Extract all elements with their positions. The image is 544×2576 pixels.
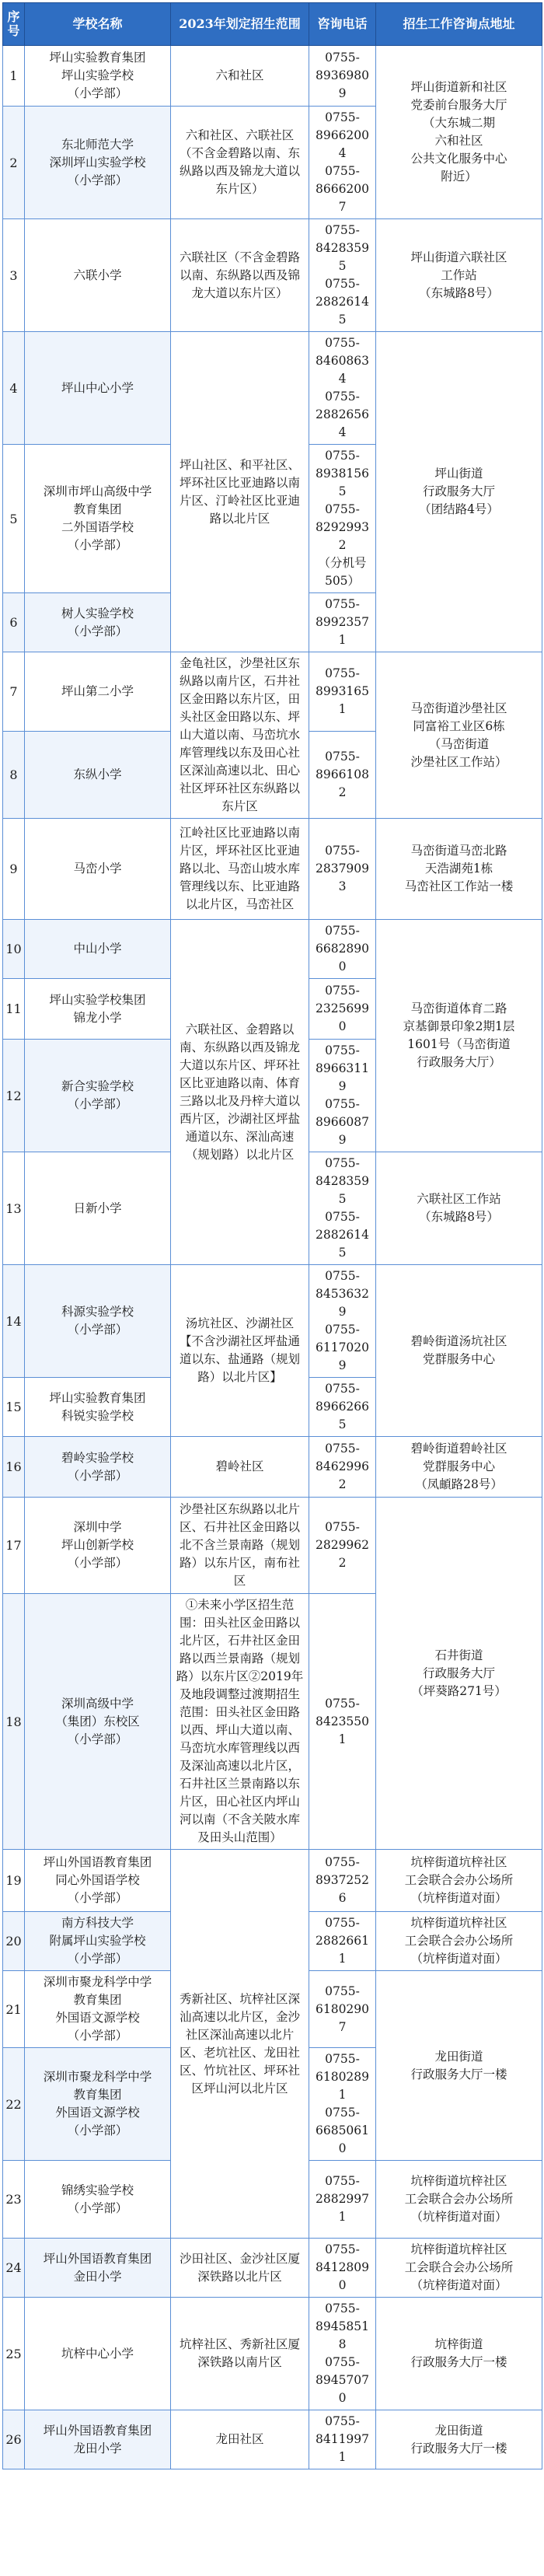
school-name-cell: 锦绣实验学校 （小学部） xyxy=(25,2161,171,2239)
school-name-cell: 马峦小学 xyxy=(25,819,171,920)
school-name-cell: 深圳中学 坪山创新学校 （小学部） xyxy=(25,1498,171,1594)
row-index: 16 xyxy=(3,1437,25,1498)
row-index: 24 xyxy=(3,2239,25,2298)
enrollment-range-cell: 沙壆社区东纵路以北片区、石井社区金田路以北不含兰景南路（规划路）以东片区，南布社区 xyxy=(171,1498,309,1594)
table-header-row xyxy=(3,3,542,46)
school-name-cell: 新合实验学校 （小学部） xyxy=(25,1040,171,1152)
row-index: 14 xyxy=(3,1265,25,1378)
row-index: 3 xyxy=(3,219,25,332)
row-index: 17 xyxy=(3,1498,25,1594)
school-name-cell: 深圳市坪山高级中学 教育集团 二外国语学校 （小学部） xyxy=(25,445,171,593)
phone-cell: 0755- 89931651 xyxy=(309,652,376,732)
row-index: 12 xyxy=(3,1040,25,1152)
address-cell: 马峦街道体育二路 京基御景印象2期1层 1601号（马峦街道 行政服务大厅） xyxy=(376,920,542,1152)
table-row xyxy=(3,920,542,979)
row-index: 4 xyxy=(3,332,25,445)
header-enrollment-range: 2023年划定招生范围 xyxy=(171,3,309,46)
header-phone: 咨询电话 xyxy=(309,3,376,46)
table-row xyxy=(3,1437,542,1498)
school-name-cell: 碧岭实验学校 （小学部） xyxy=(25,1437,171,1498)
school-name-cell: 坪山实验教育集团 科锐实验学校 xyxy=(25,1378,171,1437)
phone-cell: 0755- 89663119 0755- 89660879 xyxy=(309,1040,376,1152)
admission-table xyxy=(2,2,542,2469)
phone-cell: 0755- 28379093 xyxy=(309,819,376,920)
address-cell: 石井街道 行政服务大厅 （坪葵路271号） xyxy=(376,1498,542,1850)
address-cell: 坑梓街道 行政服务大厅一楼 xyxy=(376,2298,542,2410)
row-index: 22 xyxy=(3,2048,25,2161)
table-row xyxy=(3,1498,542,1594)
phone-cell: 0755- 84608634 0755- 28826564 xyxy=(309,332,376,445)
phone-cell: 0755- 61802891 0755- 66850610 xyxy=(309,2048,376,2161)
row-index: 11 xyxy=(3,979,25,1040)
enrollment-range-cell: 六和社区 xyxy=(171,46,309,107)
enrollment-range-cell: 六联社区、金碧路以南、东纵路以西及锦龙大道以东片区、坪环社区比亚迪路以南、体育三路以北及丹梓大道以西片区，沙湖社区坪盐通道以东、深汕高速（规划路）以北片区 xyxy=(171,920,309,1265)
phone-cell: 0755- 84283595 0755- 28826145 xyxy=(309,219,376,332)
enrollment-range-cell: 金龟社区，沙壆社区东纵路以南片区，石井社区金田路以东片区，田头社区金田路以东、坪山大道以南、马峦坑水库管理线以东及田心社区深汕高速以北、田心社区坪环社区东纵路以东片区 xyxy=(171,652,309,819)
address-cell: 坑梓街道坑梓社区 工会联合会办公场所 （坑梓街道对面） xyxy=(376,2161,542,2239)
table-row xyxy=(3,46,542,107)
row-index: 10 xyxy=(3,920,25,979)
table-row xyxy=(3,2239,542,2298)
enrollment-range-cell: 碧岭社区 xyxy=(171,1437,309,1498)
enrollment-range-cell: 沙田社区、金沙社区厦深铁路以北片区 xyxy=(171,2239,309,2298)
address-cell: 坪山街道六联社区 工作站 （东城路8号） xyxy=(376,219,542,332)
row-index: 15 xyxy=(3,1378,25,1437)
enrollment-range-cell: 六联社区（不含金碧路以南、东纵路以西及锦龙大道以东片区） xyxy=(171,219,309,332)
table-row xyxy=(3,652,542,732)
school-name-cell: 坪山中心小学 xyxy=(25,332,171,445)
school-name-cell: 坪山实验教育集团 坪山实验学校 （小学部） xyxy=(25,46,171,107)
phone-cell: 0755- 89923571 xyxy=(309,593,376,652)
address-cell: 龙田街道 行政服务大厅一楼 xyxy=(376,1971,542,2161)
phone-cell: 0755- 28826611 xyxy=(309,1912,376,1971)
row-index: 5 xyxy=(3,445,25,593)
school-name-cell: 南方科技大学 附属坪山实验学校 （小学部） xyxy=(25,1912,171,1971)
phone-cell: 0755- 89458518 0755- 89457070 xyxy=(309,2298,376,2410)
phone-cell: 0755- 89372526 xyxy=(309,1850,376,1912)
address-cell: 坪山街道 行政服务大厅 （团结路4号） xyxy=(376,332,542,652)
address-cell: 碧岭街道汤坑社区 党群服务中心 xyxy=(376,1265,542,1437)
school-name-cell: 东纵小学 xyxy=(25,732,171,819)
address-cell: 碧岭街道碧岭社区 党群服务中心 （凤頔路28号） xyxy=(376,1437,542,1498)
school-name-cell: 中山小学 xyxy=(25,920,171,979)
header-index: 序号 xyxy=(3,3,25,46)
phone-cell: 0755- 84283595 0755- 28826145 xyxy=(309,1152,376,1265)
row-index: 9 xyxy=(3,819,25,920)
header-school-name: 学校名称 xyxy=(25,3,171,46)
row-index: 25 xyxy=(3,2298,25,2410)
row-index: 18 xyxy=(3,1594,25,1850)
school-name-cell: 坪山实验学校集团 锦龙小学 xyxy=(25,979,171,1040)
enrollment-range-cell: 汤坑社区、沙湖社区 【不含沙湖社区坪盐通道以东、盐通路（规划路）以北片区】 xyxy=(171,1265,309,1437)
phone-cell: 0755- 28829971 xyxy=(309,2161,376,2239)
enrollment-range-cell: 坑梓社区、秀新社区厦深铁路以南片区 xyxy=(171,2298,309,2410)
school-name-cell: 深圳市聚龙科学中学 教育集团 外国语文源学校 （小学部） xyxy=(25,1971,171,2048)
row-index: 19 xyxy=(3,1850,25,1912)
admission-table-container xyxy=(2,2,542,2469)
row-index: 6 xyxy=(3,593,25,652)
address-cell: 马峦街道马峦北路 天浩湖苑1栋 马峦社区工作站一楼 xyxy=(376,819,542,920)
phone-cell: 0755- 84119971 xyxy=(309,2410,376,2469)
table-row xyxy=(3,819,542,920)
school-name-cell: 六联小学 xyxy=(25,219,171,332)
phone-cell: 0755- 89662004 0755- 86662007 xyxy=(309,107,376,219)
school-name-cell: 坪山外国语教育集团 同心外国语学校 （小学部） xyxy=(25,1850,171,1912)
school-name-cell: 东北师范大学 深圳坪山实验学校 （小学部） xyxy=(25,107,171,219)
row-index: 23 xyxy=(3,2161,25,2239)
enrollment-range-cell: 江岭社区比亚迪路以南片区，坪环社区比亚迪路以北、马峦山坡水库管理线以东、比亚迪路以北片区，马峦社区 xyxy=(171,819,309,920)
row-index: 26 xyxy=(3,2410,25,2469)
header-address: 招生工作咨询点地址 xyxy=(376,3,542,46)
phone-cell: 0755- 84536329 0755- 61170209 xyxy=(309,1265,376,1378)
address-cell: 坑梓街道坑梓社区 工会联合会办公场所 （坑梓街道对面） xyxy=(376,2239,542,2298)
enrollment-range-cell: ①未来小学区招生范围：田头社区金田路以北片区，石井社区金田路以西兰景南路（规划路）以东片区②2019年及地段调整过渡期招生范围：田头社区金田路以西、坪山大道以南、马峦坑水库管理线以西及深汕高速以北片区，石井社区兰景南路以东片区，田心社区内坪山河以南（不含关陂水库及田头山范围） xyxy=(171,1594,309,1850)
row-index: 20 xyxy=(3,1912,25,1971)
address-cell: 龙田街道 行政服务大厅一楼 xyxy=(376,2410,542,2469)
school-name-cell: 深圳市聚龙科学中学 教育集团 外国语文源学校 （小学部） xyxy=(25,2048,171,2161)
phone-cell: 0755- 23256990 xyxy=(309,979,376,1040)
row-index: 21 xyxy=(3,1971,25,2048)
table-row xyxy=(3,1850,542,1912)
school-name-cell: 坪山第二小学 xyxy=(25,652,171,732)
enrollment-range-cell: 秀新社区、坑梓社区深汕高速以北片区，金沙社区深汕高速以北片区、老坑社区、龙田社区、竹坑社区、坪环社区坪山河以北片区 xyxy=(171,1850,309,2239)
phone-cell: 0755- 84629962 xyxy=(309,1437,376,1498)
table-row xyxy=(3,2410,542,2469)
enrollment-range-cell: 坪山社区、和平社区、坪环社区比亚迪路以南片区、汀岭社区比亚迪路以北片区 xyxy=(171,332,309,652)
phone-cell: 0755- 28299622 xyxy=(309,1498,376,1594)
phone-cell: 0755- 89662665 xyxy=(309,1378,376,1437)
phone-cell: 0755- 61802907 xyxy=(309,1971,376,2048)
school-name-cell: 坪山外国语教育集团 龙田小学 xyxy=(25,2410,171,2469)
address-cell: 坪山街道新和社区 党委前台服务大厅 （大东城二期 六和社区 公共文化服务中心 附近） xyxy=(376,46,542,219)
row-index: 1 xyxy=(3,46,25,107)
address-cell: 坑梓街道坑梓社区 工会联合会办公场所 （坑梓街道对面） xyxy=(376,1850,542,1912)
row-index: 2 xyxy=(3,107,25,219)
school-name-cell: 日新小学 xyxy=(25,1152,171,1265)
table-row xyxy=(3,1265,542,1378)
row-index: 8 xyxy=(3,732,25,819)
school-name-cell: 科源实验学校 （小学部） xyxy=(25,1265,171,1378)
phone-cell: 0755- 89369809 xyxy=(309,46,376,107)
phone-cell: 0755- 89381565 0755- 82929932 （分机号 505） xyxy=(309,445,376,593)
phone-cell: 0755- 89661082 xyxy=(309,732,376,819)
phone-cell: 0755- 66828900 xyxy=(309,920,376,979)
table-row xyxy=(3,2298,542,2410)
address-cell: 坑梓街道坑梓社区 工会联合会办公场所 （坑梓街道对面） xyxy=(376,1912,542,1971)
phone-cell: 0755- 84235501 xyxy=(309,1594,376,1850)
school-name-cell: 树人实验学校 （小学部） xyxy=(25,593,171,652)
enrollment-range-cell: 六和社区、六联社区 （不含金碧路以南、东纵路以西及锦龙大道以东片区） xyxy=(171,107,309,219)
enrollment-range-cell: 龙田社区 xyxy=(171,2410,309,2469)
row-index: 13 xyxy=(3,1152,25,1265)
phone-cell: 0755- 84128090 xyxy=(309,2239,376,2298)
row-index: 7 xyxy=(3,652,25,732)
school-name-cell: 坪山外国语教育集团 金田小学 xyxy=(25,2239,171,2298)
address-cell: 马峦街道沙壆社区 同富裕工业区6栋 （马峦街道 沙壆社区工作站） xyxy=(376,652,542,819)
school-name-cell: 坑梓中心小学 xyxy=(25,2298,171,2410)
school-name-cell: 深圳高级中学 （集团）东校区 （小学部） xyxy=(25,1594,171,1850)
table-row xyxy=(3,219,542,332)
table-row xyxy=(3,332,542,445)
address-cell: 六联社区工作站 （东城路8号） xyxy=(376,1152,542,1265)
